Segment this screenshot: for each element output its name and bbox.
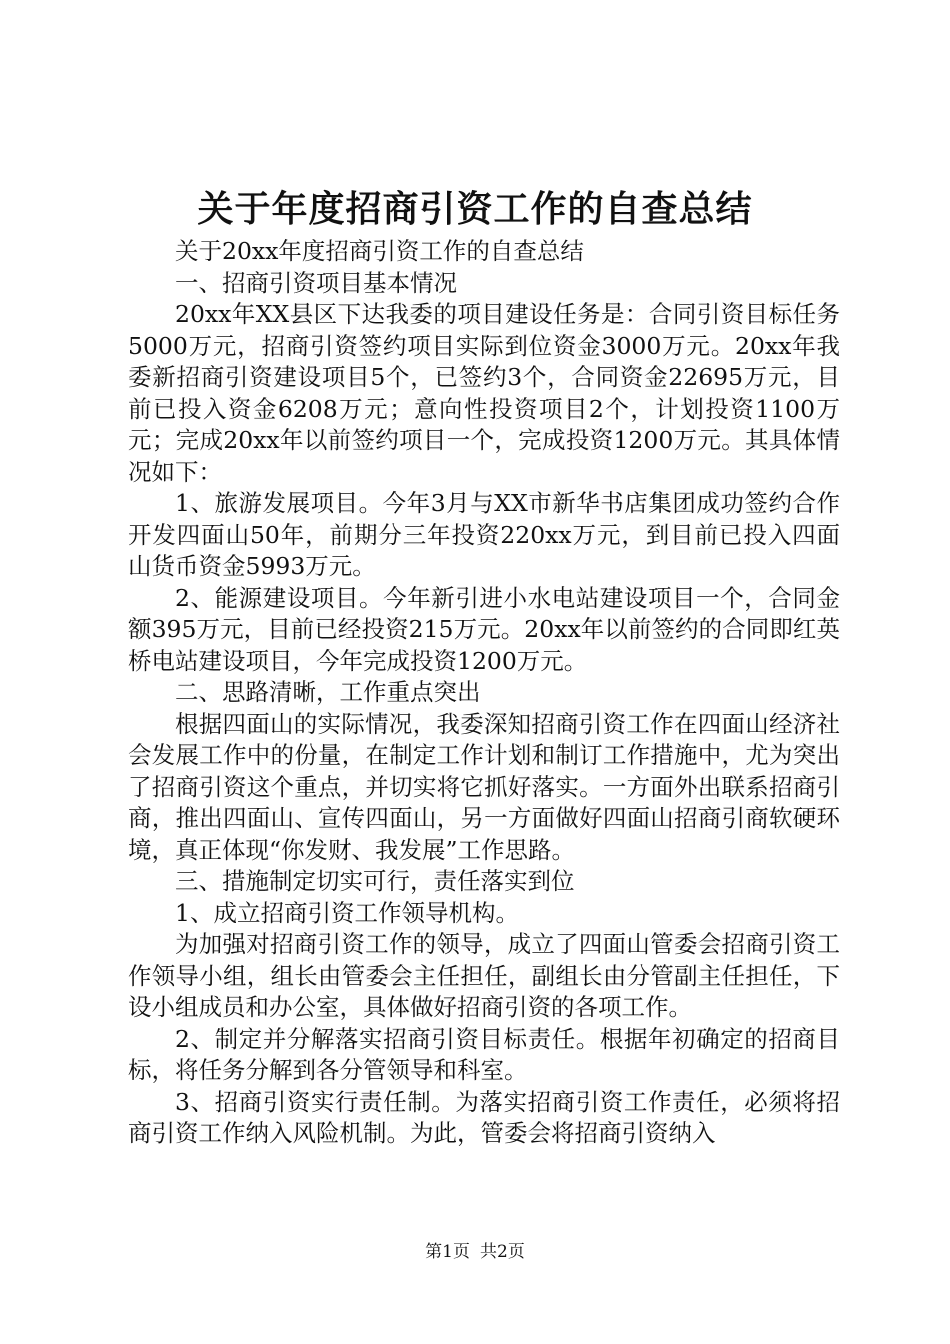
document-title: 关于年度招商引资工作的自查总结 bbox=[197, 188, 753, 230]
paragraph-heading-2: 二、思路清晰，工作重点突出 bbox=[175, 678, 481, 706]
paragraph-measure-2: 2、制定并分解落实招商引资目标责任。根据年初确定的招商目标，将任务分解到各分管领导和科室。 bbox=[128, 1024, 840, 1084]
page-number: 第1页 bbox=[425, 1242, 470, 1262]
paragraph-leadership-group: 为加强对招商引资工作的领导，成立了四面山管委会招商引资工作领导小组，组长由管委会主任担任，副组长由分管副主任担任，下设小组成员和办公室，具体做好招商引资的各项工作。 bbox=[128, 930, 840, 1021]
paragraph-heading-1: 一、招商引资项目基本情况 bbox=[175, 268, 457, 297]
paragraph-overview: 20xx年XX县区下达我委的项目建设任务是：合同引资目标任务5000万元，招商引资签约项目实际到位资金3000万元。20xx年我委新招商引资建设项目5个，已签约3个，合同资金22695万元，目前已投入资金6208万元；意向性投资项目2个，计划投资1100万元；完成20xx年以前签约项目一个，完成投资1200万元。其具体情况如下： bbox=[128, 300, 840, 486]
paragraph-tourism-project: 1、旅游发展项目。今年3月与XX市新华书店集团成功签约合作开发四面山50年，前期分三年投资220xx万元，到目前已投入四面山货币资金5993万元。 bbox=[128, 489, 840, 580]
paragraph-measure-1: 1、成立招商引资工作领导机构。 bbox=[175, 898, 519, 927]
paragraph-subtitle: 关于20xx年度招商引资工作的自查总结 bbox=[175, 237, 584, 265]
paragraph-heading-3: 三、措施制定切实可行，责任落实到位 bbox=[175, 867, 575, 895]
paragraph-measure-3: 3、招商引资实行责任制。为落实招商引资工作责任，必须将招商引资工作纳入风险机制。为此，管委会将招商引资纳入 bbox=[128, 1087, 840, 1147]
page-footer bbox=[0, 1240, 950, 1264]
paragraph-energy-project: 2、能源建设项目。今年新引进小水电站建设项目一个，合同金额395万元，目前已经投资215万元。20xx年以前签约的合同即红英桥电站建设项目，今年完成投资1200万元。 bbox=[128, 583, 840, 675]
page-total: 共2页 bbox=[480, 1242, 525, 1262]
paragraph-approach: 根据四面山的实际情况，我委深知招商引资工作在四面山经济社会发展工作中的份量，在制定工作计划和制订工作措施中，尤为突出了招商引资这个重点，并切实将它抓好落实。一方面外出联系招商引商，推出四面山、宣传四面山，另一方面做好四面山招商引商软硬环境，真正体现“你发财、我发展”工作思路。 bbox=[128, 709, 840, 864]
document-body bbox=[128, 236, 840, 1150]
